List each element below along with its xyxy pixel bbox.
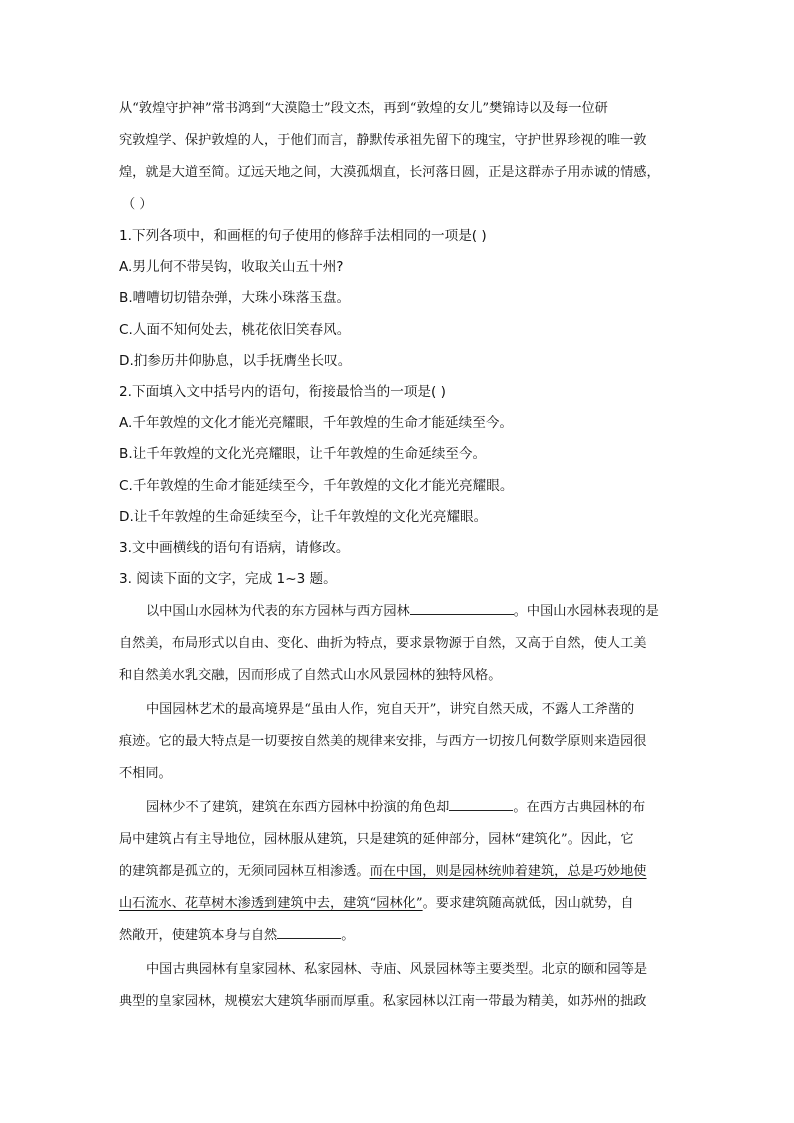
question-1-stem: 1.下列各项中，和画框的句子使用的修辞手法相同的一项是( )	[119, 228, 487, 244]
fill-blank-2	[449, 798, 513, 811]
top-passage-line-2: 究敦煌学、保护敦煌的人，于他们而言，静默传承祖先留下的瑰宝，守护世界珍视的唯一敦	[119, 133, 647, 148]
p2-text-c: 不相同。	[119, 766, 172, 781]
section-3-title: 3. 阅读下面的文字，完成 1~3 题。	[119, 571, 337, 588]
garden-paragraph-1	[119, 596, 675, 692]
question-1-option-c: C.人面不知何处去，桃花依旧笑春风。	[119, 321, 351, 338]
top-passage	[119, 93, 675, 221]
underlined-sentence-part-1: 而在中国，则是园林统帅着建筑，总是巧妙地使	[369, 864, 647, 879]
underlined-sentence-part-2: 山石流水、花草树木渗透到建筑中去，建筑“园林化”	[119, 896, 423, 911]
p3-text-b: 。在西方古典园林的布	[513, 800, 646, 815]
p4-text-a: 中国古典园林有皇家园林、私家园林、寺庙、风景园林等主要类型。北京的颐和园等是	[146, 962, 648, 977]
top-passage-paren: （ ）	[122, 197, 153, 212]
question-1-option-b: B.嘈嘈切切错杂弹，大珠小珠落玉盘。	[119, 290, 351, 307]
p1-text-d: 和自然美水乳交融，因而形成了自然式山水风景园林的独特风格。	[119, 668, 502, 683]
garden-paragraph-2	[119, 694, 675, 790]
p2-text-a: 中国园林艺术的最高境界是“虽由人作，宛自天开”，讲究自然天成，不露人工斧凿的	[146, 702, 635, 717]
p3-text-c: 局中建筑占有主导地位，园林服从建筑，只是建筑的延伸部分，园林“建筑化”。因此，它	[119, 832, 634, 847]
question-3-stem: 3.文中画横线的语句有语病，请修改。	[119, 540, 350, 557]
p1-text-c: 自然美，布局形式以自由、变化、曲折为特点，要求景物源于自然，又高于自然，使人工美	[119, 636, 647, 651]
top-passage-line-1: 从“敦煌守护神”常书鸿到“大漠隐士”段文杰，再到“敦煌的女儿”樊锦诗以及每一位研	[119, 101, 608, 116]
p2-text-b: 痕迹。它的最大特点是一切要按自然美的规律来安排，与西方一切按几何数学原则来造园很	[119, 734, 647, 749]
p3-text-i: 。	[341, 928, 355, 943]
question-1-option-d: D.扪参历井仰胁息，以手抚膺坐长叹。	[119, 352, 352, 369]
fill-blank-1	[410, 602, 514, 615]
fill-blank-3	[277, 926, 341, 939]
p3-text-a: 园林少不了建筑，建筑在东西方园林中扮演的角色却	[146, 800, 450, 815]
top-passage-line-3: 煌，就是大道至简。辽远天地之间，大漠孤烟直，长河落日圆，正是这群赤子用赤诚的情感，	[119, 165, 660, 180]
question-2-option-d: D.让千年敦煌的生命延续至今，让千年敦煌的文化光亮耀眼。	[119, 508, 488, 525]
question-2-option-c: C.千年敦煌的生命才能延续至今，千年敦煌的文化才能光亮耀眼。	[119, 477, 514, 494]
p4-text-b: 典型的皇家园林，规模宏大建筑华丽而厚重。私家园林以江南一带最为精美，如苏州的拙政	[119, 994, 647, 1009]
questions	[119, 221, 675, 595]
garden-passage	[119, 596, 675, 1018]
question-1-option-a: A.男儿何不带吴钩，收取关山五十州?	[119, 259, 344, 276]
p3-text-d: 的建筑都是孤立的，无须同园林互相渗透。	[119, 864, 370, 879]
garden-paragraph-4	[119, 954, 675, 1018]
p3-text-g: 。要求建筑随高就低，因山就势，自	[422, 896, 634, 911]
p1-text-a: 以中国山水园林为代表的东方园林与西方园林	[146, 604, 410, 619]
question-2-stem: 2.下面填入文中括号内的语句，衔接最恰当的一项是( )	[119, 384, 446, 401]
p1-text-b: 。中国山水园林表现的是	[513, 604, 659, 619]
question-2-option-b: B.让千年敦煌的文化光亮耀眼，让千年敦煌的生命延续至今。	[119, 446, 487, 463]
question-2-option-a: A.千年敦煌的文化才能光亮耀眼，千年敦煌的生命才能延续至今。	[119, 415, 514, 432]
garden-paragraph-3	[119, 792, 675, 952]
p3-text-h: 然敞开，使建筑本身与自然	[119, 928, 278, 943]
